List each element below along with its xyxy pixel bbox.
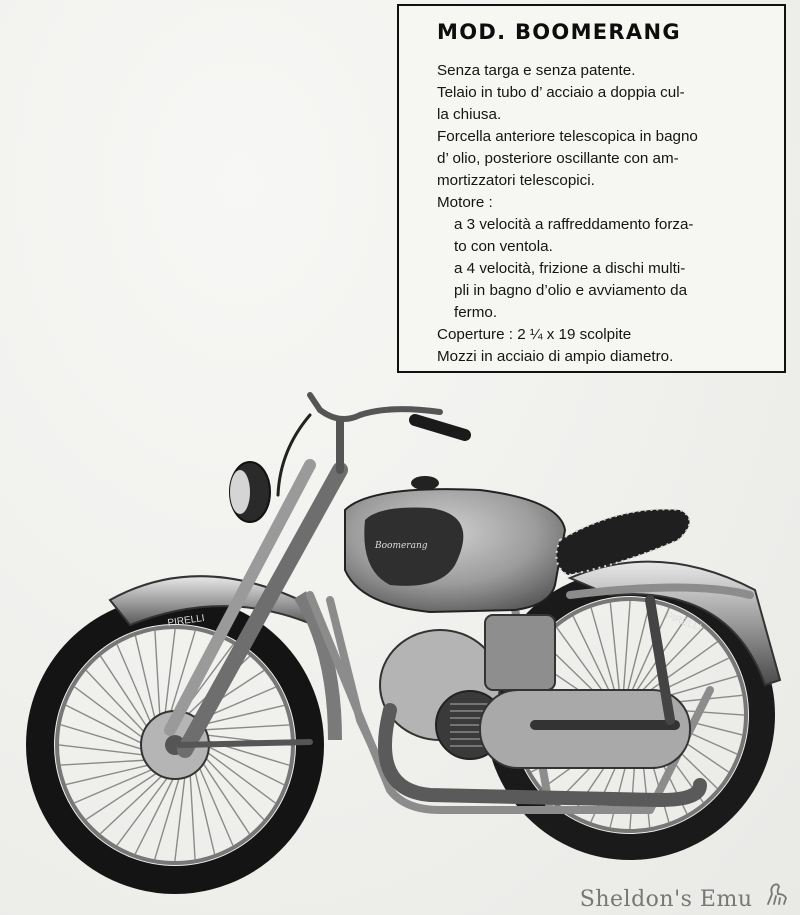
spec-line: Motore : [437, 194, 493, 211]
model-title: MOD. BOOMERANG [437, 20, 681, 44]
emu-icon [764, 882, 790, 912]
watermark [580, 882, 790, 912]
spec-line: Forcella anteriore telescopica in bagno [437, 128, 698, 145]
spec-line: a 3 velocità a raffreddamento forza- [454, 216, 694, 233]
spec-line: a 4 velocità, frizione a dischi multi- [454, 260, 686, 277]
spec-line: to con ventola. [454, 238, 553, 255]
spec-line: Coperture : 2 ¼ x 19 scolpite [437, 326, 632, 343]
spec-line: d’ olio, posteriore oscillante con am- [437, 150, 679, 167]
spec-line: pli in bagno d’olio e avviamento da [454, 282, 688, 299]
front-tire-brand: PIRELLI [166, 612, 206, 629]
spec-text [437, 60, 773, 368]
spec-line: la chiusa. [437, 106, 502, 123]
fuel-tank [345, 476, 565, 612]
watermark-text: Sheldon's Emu [579, 887, 753, 912]
spec-line: Telaio in tubo d’ acciaio a doppia cul- [437, 84, 685, 101]
engine [380, 615, 690, 768]
spec-line: Mozzi in acciaio di ampio diametro. [437, 348, 674, 365]
headlamp [230, 462, 270, 522]
spec-line: fermo. [454, 304, 498, 321]
tank-badge: Boomerang [375, 541, 428, 551]
spec-line: mortizzatori telescopici. [437, 172, 595, 189]
spec-line: Senza targa e senza patente. [437, 62, 636, 79]
motorcycle-photo [10, 390, 800, 915]
rear-tire-brand: PIRELLI [663, 610, 703, 634]
spec-box [397, 4, 786, 373]
